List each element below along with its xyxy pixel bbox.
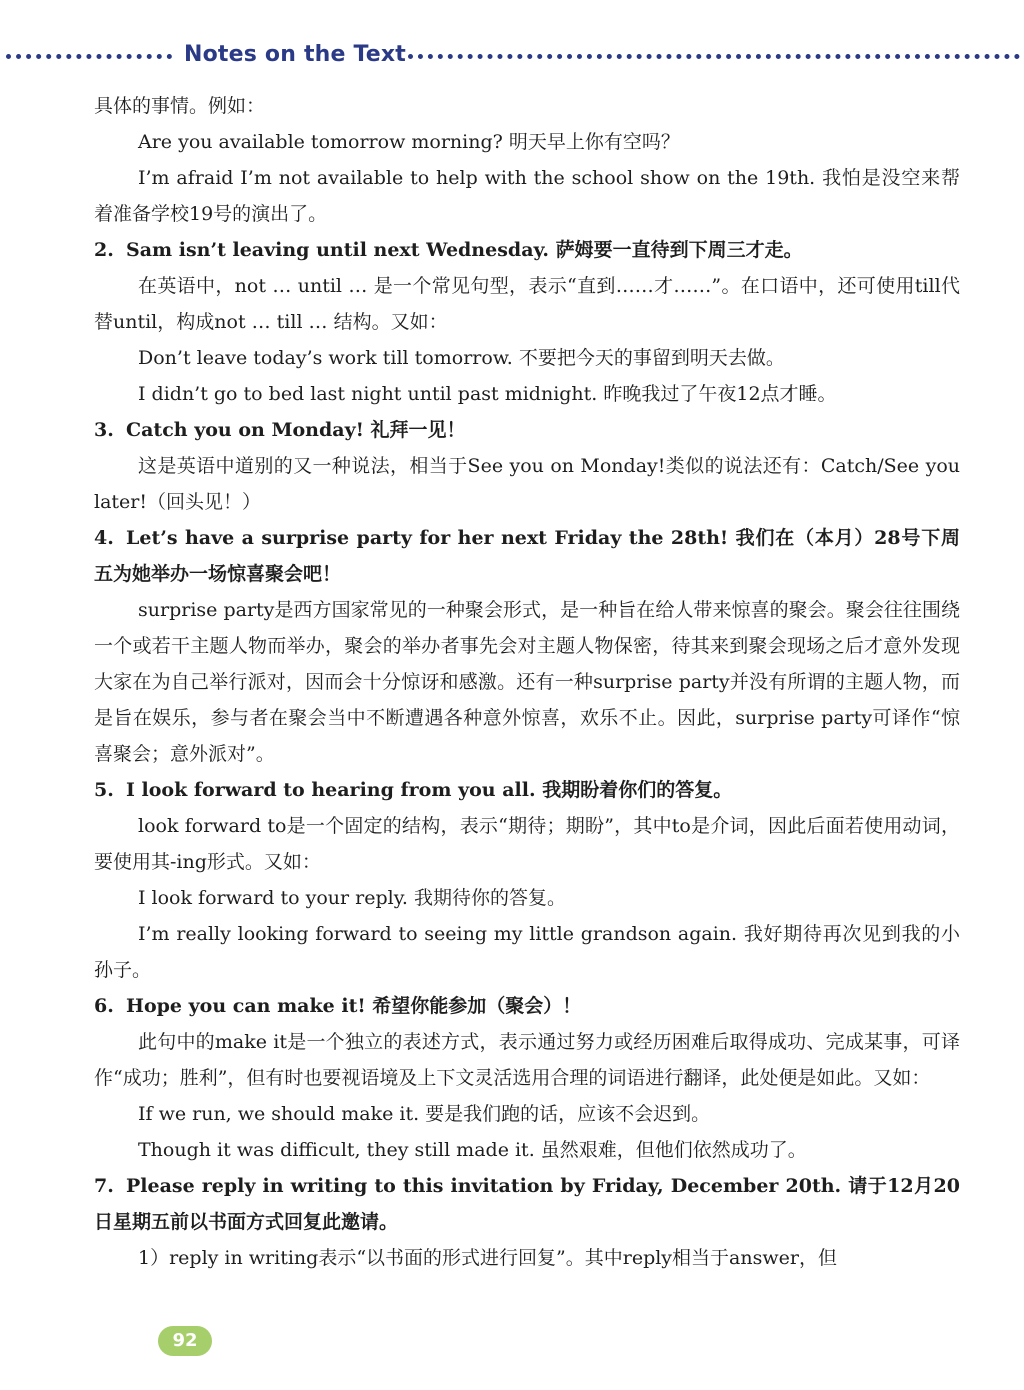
note-heading-text: Sam isn’t leaving until next Wednesday. 萨姆要一直待到下周三才走。 (126, 239, 803, 261)
example-sentence: Are you available tomorrow morning? 明天早上你有空吗？ (138, 131, 680, 153)
note-explanation: 在英语中，not … until … 是一个常见句型，表示“直到……才……”。在口语中，还可使用till代替until，构成not … till … 结构。又如： (94, 275, 960, 333)
note-heading-text: Hope you can make it! 希望你能参加（聚会）！ (126, 995, 582, 1017)
example-sentence: If we run, we should make it. 要是我们跑的话，应该不会迟到。 (138, 1103, 711, 1125)
example-sentence: I didn’t go to bed last night until past midnight. 昨晚我过了午夜12点才睡。 (138, 383, 837, 405)
example-sentence: I’m afraid I’m not available to help with the school show on the 19th. 我怕是没空来帮着准备学校19号的演出了。 (94, 167, 960, 225)
header-dotted-rule-left (6, 54, 172, 59)
running-header (0, 40, 1024, 74)
note-heading-text: Please reply in writing to this invitation by Friday, December 20th. 请于12月20日星期五前以书面方式回复此邀请。 (94, 1175, 960, 1233)
example-sentence: Though it was difficult, they still made it. 虽然艰难，但他们依然成功了。 (138, 1139, 807, 1161)
note-number: 2. (94, 239, 114, 261)
example-sentence: I look forward to your reply. 我期待你的答复。 (138, 887, 566, 909)
note-heading (94, 1168, 960, 1240)
page-body (94, 88, 960, 1276)
header-title: Notes on the Text (184, 42, 407, 67)
note-explanation: 1）reply in writing表示“以书面的形式进行回复”。其中reply相当于answer，但 (138, 1247, 837, 1269)
note-number: 7. (94, 1175, 114, 1197)
note-explanation: look forward to是一个固定的结构，表示“期待；期盼”，其中to是介词，因此后面若使用动词，要使用其-ing形式。又如： (94, 815, 960, 873)
header-dotted-rule-right (408, 54, 1020, 59)
example-sentence: Don’t leave today’s work till tomorrow. 不要把今天的事留到明天去做。 (138, 347, 785, 369)
note-heading (94, 988, 960, 1024)
note-number: 5. (94, 779, 114, 801)
note-heading-text: Let’s have a surprise party for her next Friday the 28th! 我们在（本月）28号下周五为她举办一场惊喜聚会吧！ (94, 527, 960, 585)
note-heading (94, 232, 960, 268)
example-sentence: I’m really looking forward to seeing my little grandson again. 我好期待再次见到我的小孙子。 (94, 923, 960, 981)
page-number-badge: 92 (158, 1326, 212, 1356)
note-heading (94, 772, 960, 808)
note-heading-text: Catch you on Monday! 礼拜一见！ (126, 419, 466, 441)
note-heading (94, 520, 960, 592)
note-explanation: 这是英语中道别的又一种说法，相当于See you on Monday!类似的说法还有：Catch/See you later!（回头见！） (94, 455, 960, 513)
note-number: 6. (94, 995, 114, 1017)
note-heading (94, 412, 960, 448)
text-line: 具体的事情。例如： (94, 95, 266, 117)
note-number: 4. (94, 527, 114, 549)
note-number: 3. (94, 419, 114, 441)
note-heading-text: I look forward to hearing from you all. 我期盼着你们的答复。 (126, 779, 733, 801)
note-explanation: surprise party是西方国家常见的一种聚会形式，是一种旨在给人带来惊喜的聚会。聚会往往围绕一个或若干主题人物而举办，聚会的举办者事先会对主题人物保密，待其来到聚会现场之后才意外发现大家在为自己举行派对，因而会十分惊讶和感激。还有一种surprise party并没有所谓的主题人物，而是旨在娱乐，参与者在聚会当中不断遭遇各种意外惊喜，欢乐不止。因此，surprise party可译作“惊喜聚会；意外派对”。 (94, 599, 960, 765)
note-explanation: 此句中的make it是一个独立的表述方式，表示通过努力或经历困难后取得成功、完成某事，可译作“成功；胜利”，但有时也要视语境及上下文灵活选用合理的词语进行翻译，此处便是如此。又如： (94, 1031, 960, 1089)
